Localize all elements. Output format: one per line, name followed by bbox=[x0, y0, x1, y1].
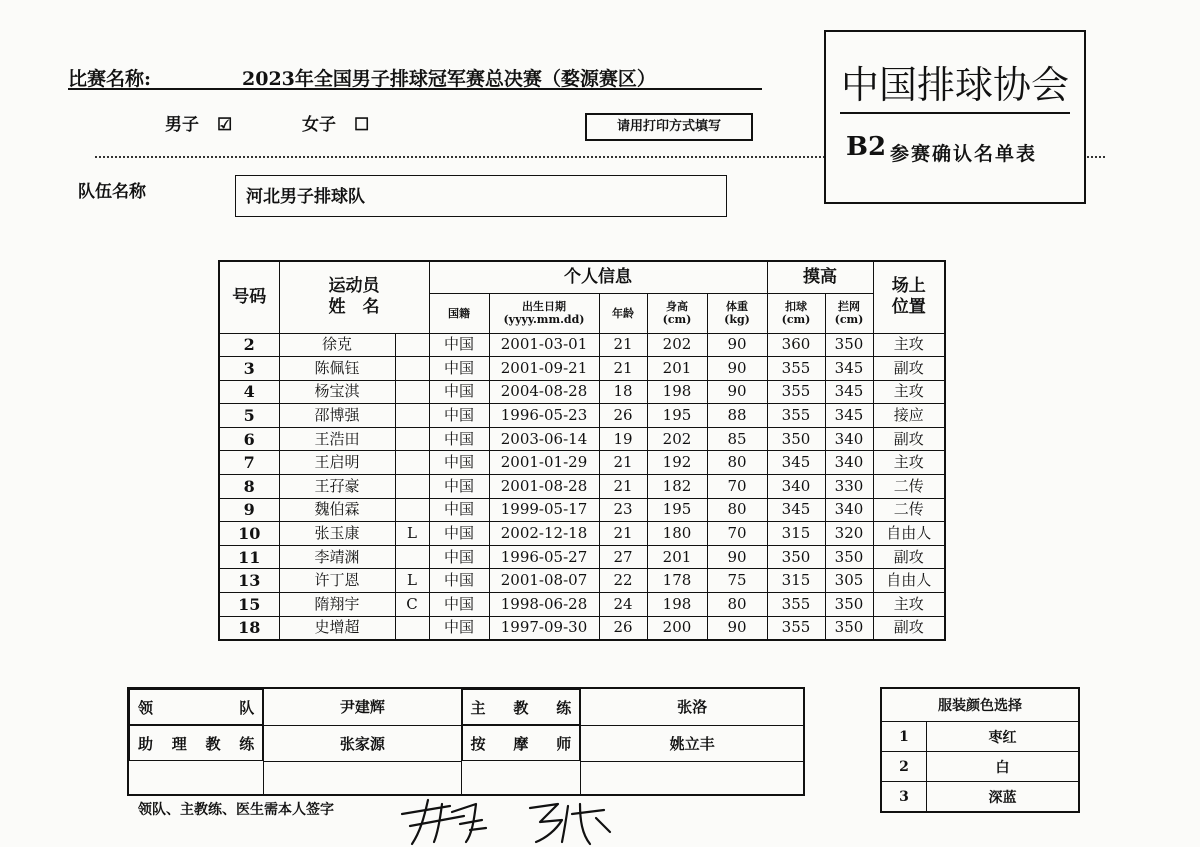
staff-table bbox=[127, 687, 805, 796]
player-dob: 2004-08-28 bbox=[489, 380, 599, 404]
player-number: 2 bbox=[219, 333, 279, 357]
player-spike: 355 bbox=[767, 357, 825, 381]
player-weight: 70 bbox=[707, 475, 767, 499]
player-block: 350 bbox=[825, 593, 873, 617]
player-number: 11 bbox=[219, 545, 279, 569]
player-mark bbox=[395, 404, 429, 428]
player-number: 13 bbox=[219, 569, 279, 593]
head-coach-label-char: 练 bbox=[556, 698, 572, 717]
player-dob: 2003-06-14 bbox=[489, 427, 599, 451]
player-block: 350 bbox=[825, 545, 873, 569]
form-title: 参赛确认名单表 bbox=[890, 143, 1038, 165]
player-position: 自由人 bbox=[873, 569, 945, 593]
player-position: 二传 bbox=[873, 475, 945, 499]
header-height bbox=[647, 293, 707, 333]
header-dob-line1: 出生日期 bbox=[522, 300, 566, 313]
player-nationality: 中国 bbox=[429, 404, 489, 428]
table-row bbox=[219, 404, 945, 428]
leader-label-char: 队 bbox=[239, 698, 255, 717]
player-weight: 75 bbox=[707, 569, 767, 593]
table-row bbox=[881, 752, 1079, 782]
player-nationality: 中国 bbox=[429, 357, 489, 381]
player-block: 330 bbox=[825, 475, 873, 499]
player-nationality: 中国 bbox=[429, 451, 489, 475]
player-dob: 1996-05-27 bbox=[489, 545, 599, 569]
player-number: 8 bbox=[219, 475, 279, 499]
handwritten-signature bbox=[390, 790, 630, 847]
player-name: 许丁恩 bbox=[279, 569, 395, 593]
player-position: 主攻 bbox=[873, 333, 945, 357]
player-age: 21 bbox=[599, 522, 647, 546]
org-divider bbox=[840, 112, 1070, 114]
player-age: 26 bbox=[599, 404, 647, 428]
player-weight: 90 bbox=[707, 357, 767, 381]
player-spike: 345 bbox=[767, 451, 825, 475]
player-height: 182 bbox=[647, 475, 707, 499]
player-name: 史增超 bbox=[279, 616, 395, 640]
player-mark: L bbox=[395, 522, 429, 546]
player-number: 5 bbox=[219, 404, 279, 428]
player-mark bbox=[395, 451, 429, 475]
header-height-line1: 身高 bbox=[666, 300, 688, 313]
player-position: 副攻 bbox=[873, 357, 945, 381]
header-position-line2: 位置 bbox=[891, 297, 926, 318]
print-notice: 请用打印方式填写 bbox=[585, 113, 753, 141]
player-block: 345 bbox=[825, 404, 873, 428]
uniform-color-table bbox=[880, 687, 1080, 813]
player-nationality: 中国 bbox=[429, 427, 489, 451]
player-height: 200 bbox=[647, 616, 707, 640]
player-weight: 80 bbox=[707, 498, 767, 522]
player-height: 178 bbox=[647, 569, 707, 593]
player-height: 198 bbox=[647, 380, 707, 404]
header-athlete-line2: 姓 名 bbox=[328, 297, 380, 318]
header-dob-line2: (yyyy.mm.dd) bbox=[503, 313, 585, 326]
table-row bbox=[219, 498, 945, 522]
player-name: 王启明 bbox=[279, 451, 395, 475]
player-nationality: 中国 bbox=[429, 545, 489, 569]
masseur-label-char: 摩 bbox=[513, 734, 529, 753]
signature-label: 领队、主教练、医生需本人签字 bbox=[138, 802, 334, 818]
player-position: 主攻 bbox=[873, 593, 945, 617]
player-spike: 340 bbox=[767, 475, 825, 499]
player-block: 340 bbox=[825, 451, 873, 475]
player-mark bbox=[395, 616, 429, 640]
player-spike: 350 bbox=[767, 545, 825, 569]
male-label: 男子 bbox=[165, 115, 199, 135]
table-row bbox=[881, 782, 1079, 813]
roster-table bbox=[218, 260, 946, 641]
table-row bbox=[219, 357, 945, 381]
player-number: 18 bbox=[219, 616, 279, 640]
table-row bbox=[219, 475, 945, 499]
player-age: 19 bbox=[599, 427, 647, 451]
player-number: 6 bbox=[219, 427, 279, 451]
player-age: 27 bbox=[599, 545, 647, 569]
player-position: 自由人 bbox=[873, 522, 945, 546]
player-weight: 80 bbox=[707, 451, 767, 475]
table-row bbox=[219, 427, 945, 451]
head-coach-label bbox=[462, 689, 581, 725]
player-dob: 2002-12-18 bbox=[489, 522, 599, 546]
player-number: 7 bbox=[219, 451, 279, 475]
player-height: 195 bbox=[647, 498, 707, 522]
player-spike: 360 bbox=[767, 333, 825, 357]
player-dob: 1997-09-30 bbox=[489, 616, 599, 640]
player-height: 198 bbox=[647, 593, 707, 617]
table-row bbox=[219, 522, 945, 546]
player-name: 王浩田 bbox=[279, 427, 395, 451]
masseur-value: 姚立丰 bbox=[581, 725, 804, 761]
player-name: 王孖豪 bbox=[279, 475, 395, 499]
header-athlete-line1: 运动员 bbox=[328, 276, 380, 297]
player-dob: 2001-03-01 bbox=[489, 333, 599, 357]
player-spike: 355 bbox=[767, 380, 825, 404]
uniform-option-color: 枣红 bbox=[927, 722, 1080, 752]
header-age: 年龄 bbox=[599, 293, 647, 333]
header-number: 号码 bbox=[219, 261, 279, 333]
masseur-label-char: 按 bbox=[470, 734, 486, 753]
table-row bbox=[219, 569, 945, 593]
org-name: 中国排球协会 bbox=[840, 63, 1069, 107]
player-age: 21 bbox=[599, 475, 647, 499]
form-code: B2 bbox=[846, 132, 887, 162]
team-name-field[interactable] bbox=[235, 175, 727, 217]
uniform-option-number: 2 bbox=[881, 752, 927, 782]
player-nationality: 中国 bbox=[429, 498, 489, 522]
player-mark bbox=[395, 498, 429, 522]
player-spike: 315 bbox=[767, 569, 825, 593]
player-name: 杨宝淇 bbox=[279, 380, 395, 404]
female-label: 女子 bbox=[302, 115, 336, 135]
table-row bbox=[881, 722, 1079, 752]
uniform-option-color: 深蓝 bbox=[927, 782, 1080, 813]
player-block: 350 bbox=[825, 616, 873, 640]
assistant-label bbox=[129, 725, 263, 761]
player-nationality: 中国 bbox=[429, 593, 489, 617]
header-block-line2: (cm) bbox=[834, 313, 864, 326]
table-row bbox=[219, 380, 945, 404]
header-weight bbox=[707, 293, 767, 333]
uniform-option-color: 白 bbox=[927, 752, 1080, 782]
player-height: 201 bbox=[647, 357, 707, 381]
table-row bbox=[219, 333, 945, 357]
player-dob: 2001-08-28 bbox=[489, 475, 599, 499]
header-block bbox=[825, 293, 873, 333]
player-block: 345 bbox=[825, 357, 873, 381]
header-block-line1: 拦网 bbox=[838, 300, 860, 313]
header-weight-line2: (kg) bbox=[724, 313, 750, 326]
header-personal-info: 个人信息 bbox=[429, 261, 767, 293]
player-name: 魏伯霖 bbox=[279, 498, 395, 522]
player-number: 10 bbox=[219, 522, 279, 546]
team-name-value: 河北男子排球队 bbox=[246, 187, 365, 207]
team-label: 队伍名称 bbox=[78, 182, 146, 202]
table-row bbox=[219, 451, 945, 475]
player-block: 345 bbox=[825, 380, 873, 404]
player-weight: 90 bbox=[707, 616, 767, 640]
leader-label bbox=[129, 689, 263, 725]
player-spike: 355 bbox=[767, 404, 825, 428]
player-dob: 1999-05-17 bbox=[489, 498, 599, 522]
player-dob: 2001-09-21 bbox=[489, 357, 599, 381]
male-checkbox[interactable]: ☑ bbox=[217, 115, 233, 135]
player-spike: 345 bbox=[767, 498, 825, 522]
player-spike: 350 bbox=[767, 427, 825, 451]
player-number: 15 bbox=[219, 593, 279, 617]
masseur-label-char: 师 bbox=[556, 734, 572, 753]
player-block: 350 bbox=[825, 333, 873, 357]
player-mark bbox=[395, 427, 429, 451]
player-spike: 315 bbox=[767, 522, 825, 546]
player-block: 320 bbox=[825, 522, 873, 546]
player-name: 隋翔宇 bbox=[279, 593, 395, 617]
player-height: 180 bbox=[647, 522, 707, 546]
table-row bbox=[219, 593, 945, 617]
player-age: 22 bbox=[599, 569, 647, 593]
header-weight-line1: 体重 bbox=[726, 300, 748, 313]
player-block: 305 bbox=[825, 569, 873, 593]
masseur-label bbox=[462, 725, 581, 761]
table-row bbox=[219, 616, 945, 640]
player-mark bbox=[395, 475, 429, 499]
player-mark bbox=[395, 545, 429, 569]
head-coach-label-char: 主 bbox=[470, 698, 486, 717]
player-height: 201 bbox=[647, 545, 707, 569]
player-nationality: 中国 bbox=[429, 380, 489, 404]
header-height-line2: (cm) bbox=[662, 313, 692, 326]
leader-label-char: 领 bbox=[138, 698, 154, 717]
player-number: 4 bbox=[219, 380, 279, 404]
header-spike-line2: (cm) bbox=[781, 313, 811, 326]
player-position: 副攻 bbox=[873, 545, 945, 569]
player-dob: 1998-06-28 bbox=[489, 593, 599, 617]
player-dob: 1996-05-23 bbox=[489, 404, 599, 428]
uniform-option-number: 1 bbox=[881, 722, 927, 752]
player-height: 202 bbox=[647, 333, 707, 357]
header-nationality: 国籍 bbox=[429, 293, 489, 333]
player-block: 340 bbox=[825, 427, 873, 451]
assistant-label-char: 理 bbox=[171, 734, 187, 753]
player-height: 192 bbox=[647, 451, 707, 475]
head-coach-value: 张洛 bbox=[581, 688, 804, 725]
player-mark bbox=[395, 357, 429, 381]
player-age: 21 bbox=[599, 451, 647, 475]
player-nationality: 中国 bbox=[429, 333, 489, 357]
player-block: 340 bbox=[825, 498, 873, 522]
head-coach-label-char: 教 bbox=[513, 698, 529, 717]
header-spike-line1: 扣球 bbox=[785, 300, 807, 313]
player-age: 21 bbox=[599, 357, 647, 381]
leader-value: 尹建辉 bbox=[264, 688, 461, 725]
player-dob: 2001-01-29 bbox=[489, 451, 599, 475]
player-age: 26 bbox=[599, 616, 647, 640]
player-nationality: 中国 bbox=[429, 616, 489, 640]
assistant-label-char: 教 bbox=[205, 734, 221, 753]
assistant-value: 张家源 bbox=[264, 725, 461, 761]
player-nationality: 中国 bbox=[429, 522, 489, 546]
empty-cell bbox=[128, 761, 264, 795]
competition-label: 比赛名称: bbox=[68, 68, 152, 90]
assistant-label-char: 助 bbox=[138, 734, 154, 753]
player-number: 9 bbox=[219, 498, 279, 522]
player-height: 202 bbox=[647, 427, 707, 451]
player-weight: 90 bbox=[707, 380, 767, 404]
header-athlete bbox=[279, 261, 429, 333]
header-position-line1: 场上 bbox=[891, 276, 926, 297]
player-position: 主攻 bbox=[873, 451, 945, 475]
player-spike: 355 bbox=[767, 593, 825, 617]
table-row bbox=[219, 545, 945, 569]
player-weight: 90 bbox=[707, 333, 767, 357]
player-weight: 85 bbox=[707, 427, 767, 451]
player-weight: 88 bbox=[707, 404, 767, 428]
player-spike: 355 bbox=[767, 616, 825, 640]
player-age: 21 bbox=[599, 333, 647, 357]
player-position: 二传 bbox=[873, 498, 945, 522]
player-age: 18 bbox=[599, 380, 647, 404]
uniform-title: 服装颜色选择 bbox=[881, 688, 1079, 722]
player-weight: 90 bbox=[707, 545, 767, 569]
header-reach: 摸高 bbox=[767, 261, 873, 293]
player-weight: 80 bbox=[707, 593, 767, 617]
player-mark bbox=[395, 333, 429, 357]
player-mark: C bbox=[395, 593, 429, 617]
player-nationality: 中国 bbox=[429, 475, 489, 499]
player-age: 24 bbox=[599, 593, 647, 617]
player-name: 陈佩钰 bbox=[279, 357, 395, 381]
player-name: 张玉康 bbox=[279, 522, 395, 546]
player-name: 邵博强 bbox=[279, 404, 395, 428]
female-checkbox[interactable]: ☐ bbox=[354, 115, 370, 135]
player-mark bbox=[395, 380, 429, 404]
header-dob bbox=[489, 293, 599, 333]
player-position: 副攻 bbox=[873, 616, 945, 640]
player-nationality: 中国 bbox=[429, 569, 489, 593]
male-option[interactable] bbox=[165, 110, 232, 135]
player-height: 195 bbox=[647, 404, 707, 428]
player-dob: 2001-08-07 bbox=[489, 569, 599, 593]
player-number: 3 bbox=[219, 357, 279, 381]
player-name: 李靖渊 bbox=[279, 545, 395, 569]
org-box bbox=[824, 30, 1086, 204]
player-position: 主攻 bbox=[873, 380, 945, 404]
player-position: 接应 bbox=[873, 404, 945, 428]
player-mark: L bbox=[395, 569, 429, 593]
player-name: 徐克 bbox=[279, 333, 395, 357]
uniform-option-number: 3 bbox=[881, 782, 927, 813]
player-position: 副攻 bbox=[873, 427, 945, 451]
female-option[interactable] bbox=[302, 110, 369, 135]
header-position bbox=[873, 261, 945, 333]
assistant-label-char: 练 bbox=[239, 734, 255, 753]
player-weight: 70 bbox=[707, 522, 767, 546]
competition-underline bbox=[68, 88, 762, 90]
competition-name: 2023年全国男子排球冠军赛总决赛（婺源赛区） bbox=[242, 68, 656, 90]
player-age: 23 bbox=[599, 498, 647, 522]
header-spike bbox=[767, 293, 825, 333]
